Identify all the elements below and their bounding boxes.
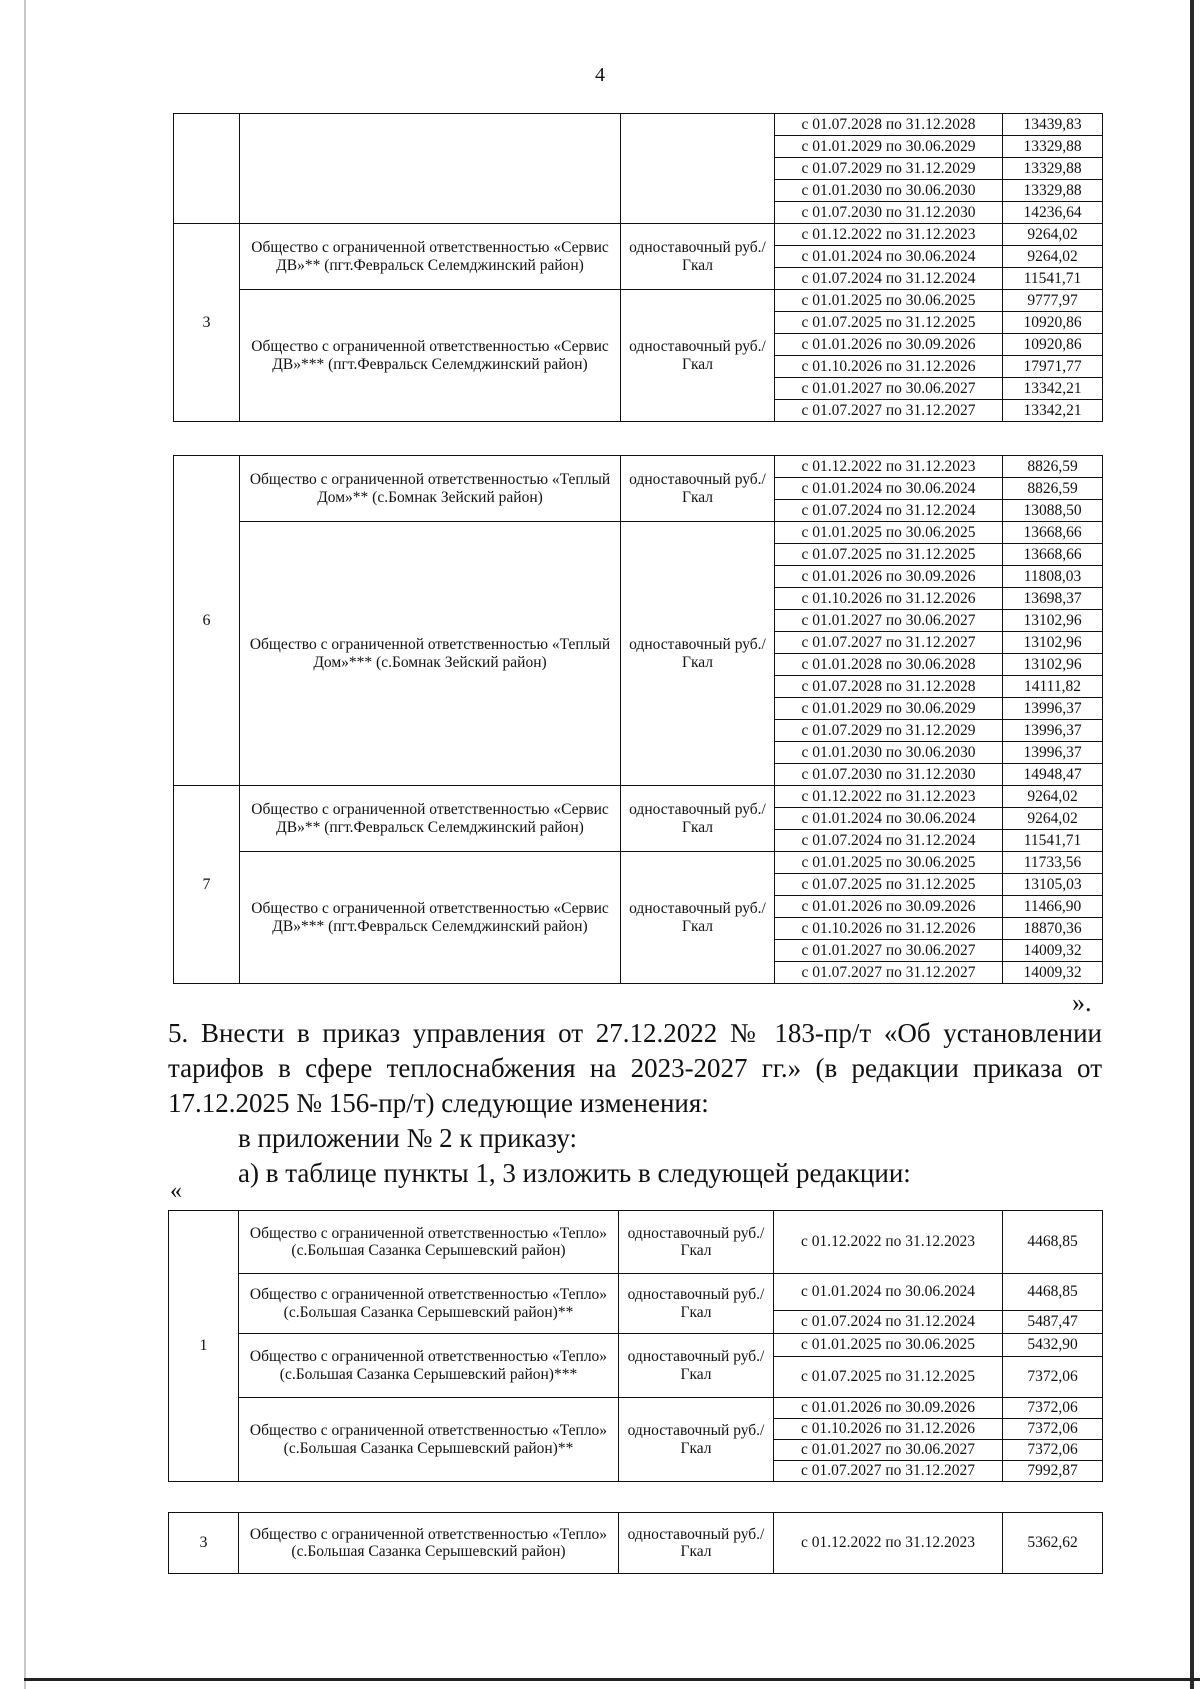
organization-cell: Общество с ограниченной ответственностью «Сервис ДВ»** (пгт.Февральск Селемджинский район) [240, 224, 621, 290]
tariff-value-cell: 13342,21 [1003, 378, 1103, 400]
tariff-kind-cell: одноставочный руб./Гкал [621, 290, 775, 422]
tariff-value-cell: 4468,85 [1003, 1274, 1103, 1311]
period-cell: с 01.01.2027 по 30.06.2027 [775, 610, 1003, 632]
table-row [174, 522, 1103, 544]
organization-cell: Общество с ограниченной ответственностью «Тепло» (с.Большая Сазанка Серышевский район) [239, 1513, 619, 1574]
tariff-value-cell: 13102,96 [1003, 610, 1103, 632]
tariff-value-cell: 8826,59 [1003, 456, 1103, 478]
tariff-value-cell: 7992,87 [1003, 1461, 1103, 1482]
period-cell: с 01.01.2030 по 30.06.2030 [775, 742, 1003, 764]
tariff-value-cell: 7372,06 [1003, 1440, 1103, 1461]
period-cell: с 01.01.2026 по 30.09.2026 [775, 896, 1003, 918]
organization-cell: Общество с ограниченной ответственностью «Сервис ДВ»*** (пгт.Февральск Селемджинский район) [240, 852, 621, 984]
tariff-value-cell: 11541,71 [1003, 830, 1103, 852]
period-cell: с 01.07.2030 по 31.12.2030 [775, 202, 1003, 224]
period-cell: с 01.07.2027 по 31.12.2027 [775, 400, 1003, 422]
period-cell: с 01.07.2027 по 31.12.2027 [774, 1461, 1003, 1482]
period-cell: с 01.07.2024 по 31.12.2024 [775, 268, 1003, 290]
tariff-value-cell: 13102,96 [1003, 632, 1103, 654]
period-cell: с 01.01.2029 по 30.06.2029 [775, 698, 1003, 720]
closing-quote: ». [1072, 988, 1092, 1017]
tariff-value-cell: 8826,59 [1003, 478, 1103, 500]
period-cell: с 01.10.2026 по 31.12.2026 [775, 356, 1003, 378]
table-row [169, 1211, 1103, 1274]
tariff-value-cell: 14009,32 [1003, 940, 1103, 962]
tariff-value-cell: 13088,50 [1003, 500, 1103, 522]
table-row [169, 1274, 1103, 1311]
tariff-value-cell: 13329,88 [1003, 158, 1103, 180]
tariff-kind-cell: одноставочный руб./Гкал [621, 786, 775, 852]
organization-cell: Общество с ограниченной ответственностью «Сервис ДВ»** (пгт.Февральск Селемджинский район) [240, 786, 621, 852]
tariff-kind-cell [621, 114, 775, 224]
tariff-value-cell: 13329,88 [1003, 136, 1103, 158]
period-cell: с 01.10.2026 по 31.12.2026 [775, 918, 1003, 940]
period-cell: с 01.01.2025 по 30.06.2025 [774, 1334, 1003, 1357]
period-cell: с 01.01.2027 по 30.06.2027 [774, 1440, 1003, 1461]
tariff-value-cell: 17971,77 [1003, 356, 1103, 378]
paragraph-line: а) в таблице пункты 1, 3 изложить в следующей редакции: [238, 1158, 911, 1188]
tariff-kind-cell: одноставочный руб./Гкал [619, 1211, 774, 1274]
tariff-table-4 [168, 1512, 1103, 1574]
period-cell: с 01.07.2029 по 31.12.2029 [775, 158, 1003, 180]
period-cell: с 01.01.2024 по 30.06.2024 [774, 1274, 1003, 1311]
period-cell: с 01.12.2022 по 31.12.2023 [775, 456, 1003, 478]
period-cell: с 01.01.2024 по 30.06.2024 [775, 246, 1003, 268]
period-cell: с 01.07.2025 по 31.12.2025 [774, 1357, 1003, 1398]
opening-quote: « [170, 1178, 182, 1204]
tariff-value-cell: 10920,86 [1003, 312, 1103, 334]
period-cell: с 01.12.2022 по 31.12.2023 [775, 224, 1003, 246]
table-row [174, 224, 1103, 246]
tariff-value-cell: 7372,06 [1003, 1357, 1103, 1398]
tariff-value-cell: 10920,86 [1003, 334, 1103, 356]
item-number-cell: 7 [174, 786, 240, 984]
organization-cell: Общество с ограниченной ответственностью «Теплый Дом»** (с.Бомнак Зейский район) [240, 456, 621, 522]
tariff-value-cell: 7372,06 [1003, 1419, 1103, 1440]
tariff-value-cell: 11541,71 [1003, 268, 1103, 290]
tariff-table-1 [173, 113, 1103, 422]
period-cell: с 01.01.2024 по 30.06.2024 [775, 478, 1003, 500]
table-row [174, 456, 1103, 478]
tariff-kind-cell: одноставочный руб./Гкал [619, 1513, 774, 1574]
period-cell: с 01.12.2022 по 31.12.2023 [774, 1513, 1003, 1574]
period-cell: с 01.01.2025 по 30.06.2025 [775, 852, 1003, 874]
tariff-value-cell: 13996,37 [1003, 720, 1103, 742]
organization-cell: Общество с ограниченной ответственностью «Теплый Дом»*** (с.Бомнак Зейский район) [240, 522, 621, 786]
period-cell: с 01.07.2027 по 31.12.2027 [775, 632, 1003, 654]
tariff-value-cell: 13102,96 [1003, 654, 1103, 676]
page-number: 4 [595, 64, 605, 86]
period-cell: с 01.07.2024 по 31.12.2024 [774, 1311, 1003, 1334]
tariff-kind-cell: одноставочный руб./Гкал [621, 852, 775, 984]
period-cell: с 01.01.2027 по 30.06.2027 [775, 940, 1003, 962]
period-cell: с 01.07.2028 по 31.12.2028 [775, 114, 1003, 136]
tariff-kind-cell: одноставочный руб./Гкал [619, 1398, 774, 1482]
period-cell: с 01.12.2022 по 31.12.2023 [775, 786, 1003, 808]
period-cell: с 01.07.2025 по 31.12.2025 [775, 874, 1003, 896]
paragraph-5: 5. Внести в приказ управления от 27.12.2022 № 183-пр/т «Об установлении тарифов в сфере теплоснабжения на 2023-2027 гг.» (в редакции приказа от 17.12.2025 № 156-пр/т) следующие изменения: [168, 1018, 1102, 1118]
tariff-value-cell: 5432,90 [1003, 1334, 1103, 1357]
tariff-value-cell: 9264,02 [1003, 224, 1103, 246]
period-cell: с 01.01.2027 по 30.06.2027 [775, 378, 1003, 400]
tariff-value-cell: 18870,36 [1003, 918, 1103, 940]
table-row [169, 1398, 1103, 1419]
period-cell: с 01.01.2028 по 30.06.2028 [775, 654, 1003, 676]
item-number-cell [174, 114, 240, 224]
tariff-value-cell: 13668,66 [1003, 544, 1103, 566]
tariff-table-2 [173, 455, 1103, 984]
period-cell: с 01.07.2025 по 31.12.2025 [775, 312, 1003, 334]
scan-right-edge [1190, 0, 1194, 1689]
tariff-value-cell: 11733,56 [1003, 852, 1103, 874]
tariff-value-cell: 9264,02 [1003, 246, 1103, 268]
tariff-kind-cell: одноставочный руб./Гкал [621, 224, 775, 290]
tariff-kind-cell: одноставочный руб./Гкал [619, 1274, 774, 1334]
item-number-cell: 1 [169, 1211, 239, 1482]
period-cell: с 01.10.2026 по 31.12.2026 [775, 588, 1003, 610]
period-cell: с 01.01.2029 по 30.06.2029 [775, 136, 1003, 158]
tariff-value-cell: 13105,03 [1003, 874, 1103, 896]
period-cell: с 01.01.2030 по 30.06.2030 [775, 180, 1003, 202]
period-cell: с 01.10.2026 по 31.12.2026 [774, 1419, 1003, 1440]
tariff-value-cell: 13996,37 [1003, 742, 1103, 764]
tariff-value-cell: 13668,66 [1003, 522, 1103, 544]
item-number-cell: 3 [174, 224, 240, 422]
period-cell: с 01.07.2025 по 31.12.2025 [775, 544, 1003, 566]
tariff-value-cell: 13996,37 [1003, 698, 1103, 720]
paragraph-line: в приложении № 2 к приказу: [238, 1123, 578, 1153]
table-row [169, 1334, 1103, 1357]
organization-cell: Общество с ограниченной ответственностью «Тепло» (с.Большая Сазанка Серышевский район)*** [239, 1334, 619, 1398]
tariff-value-cell: 5362,62 [1003, 1513, 1103, 1574]
organization-cell [240, 114, 621, 224]
table-row [174, 786, 1103, 808]
tariff-value-cell: 14948,47 [1003, 764, 1103, 786]
tariff-value-cell: 4468,85 [1003, 1211, 1103, 1274]
period-cell: с 01.07.2028 по 31.12.2028 [775, 676, 1003, 698]
tariff-value-cell: 11808,03 [1003, 566, 1103, 588]
tariff-value-cell: 9264,02 [1003, 786, 1103, 808]
scan-bottom-edge [24, 1678, 1200, 1681]
tariff-kind-cell: одноставочный руб./Гкал [621, 456, 775, 522]
tariff-table-3 [168, 1210, 1103, 1482]
tariff-value-cell: 13329,88 [1003, 180, 1103, 202]
scan-left-edge [24, 0, 26, 1689]
organization-cell: Общество с ограниченной ответственностью «Тепло» (с.Большая Сазанка Серышевский район) [239, 1211, 619, 1274]
tariff-value-cell: 14111,82 [1003, 676, 1103, 698]
period-cell: с 01.07.2027 по 31.12.2027 [775, 962, 1003, 984]
tariff-kind-cell: одноставочный руб./Гкал [619, 1334, 774, 1398]
period-cell: с 01.12.2022 по 31.12.2023 [774, 1211, 1003, 1274]
period-cell: с 01.07.2024 по 31.12.2024 [775, 830, 1003, 852]
table-row [174, 852, 1103, 874]
period-cell: с 01.07.2030 по 31.12.2030 [775, 764, 1003, 786]
tariff-value-cell: 7372,06 [1003, 1398, 1103, 1419]
period-cell: с 01.01.2026 по 30.09.2026 [774, 1398, 1003, 1419]
period-cell: с 01.01.2025 по 30.06.2025 [775, 522, 1003, 544]
period-cell: с 01.07.2024 по 31.12.2024 [775, 500, 1003, 522]
table-row [174, 114, 1103, 136]
tariff-value-cell: 5487,47 [1003, 1311, 1103, 1334]
period-cell: с 01.01.2026 по 30.09.2026 [775, 566, 1003, 588]
period-cell: с 01.01.2024 по 30.06.2024 [775, 808, 1003, 830]
organization-cell: Общество с ограниченной ответственностью «Тепло» (с.Большая Сазанка Серышевский район)** [239, 1274, 619, 1334]
table-row [169, 1513, 1103, 1574]
tariff-value-cell: 14236,64 [1003, 202, 1103, 224]
tariff-value-cell: 11466,90 [1003, 896, 1103, 918]
table-row [174, 290, 1103, 312]
tariff-value-cell: 13698,37 [1003, 588, 1103, 610]
tariff-value-cell: 13439,83 [1003, 114, 1103, 136]
tariff-value-cell: 9264,02 [1003, 808, 1103, 830]
item-number-cell: 3 [169, 1513, 239, 1574]
item-number-cell: 6 [174, 456, 240, 786]
organization-cell: Общество с ограниченной ответственностью «Тепло» (с.Большая Сазанка Серышевский район)** [239, 1398, 619, 1482]
period-cell: с 01.01.2026 по 30.09.2026 [775, 334, 1003, 356]
tariff-value-cell: 9777,97 [1003, 290, 1103, 312]
period-cell: с 01.01.2025 по 30.06.2025 [775, 290, 1003, 312]
period-cell: с 01.07.2029 по 31.12.2029 [775, 720, 1003, 742]
organization-cell: Общество с ограниченной ответственностью «Сервис ДВ»*** (пгт.Февральск Селемджинский район) [240, 290, 621, 422]
tariff-kind-cell: одноставочный руб./Гкал [621, 522, 775, 786]
tariff-value-cell: 13342,21 [1003, 400, 1103, 422]
tariff-value-cell: 14009,32 [1003, 962, 1103, 984]
